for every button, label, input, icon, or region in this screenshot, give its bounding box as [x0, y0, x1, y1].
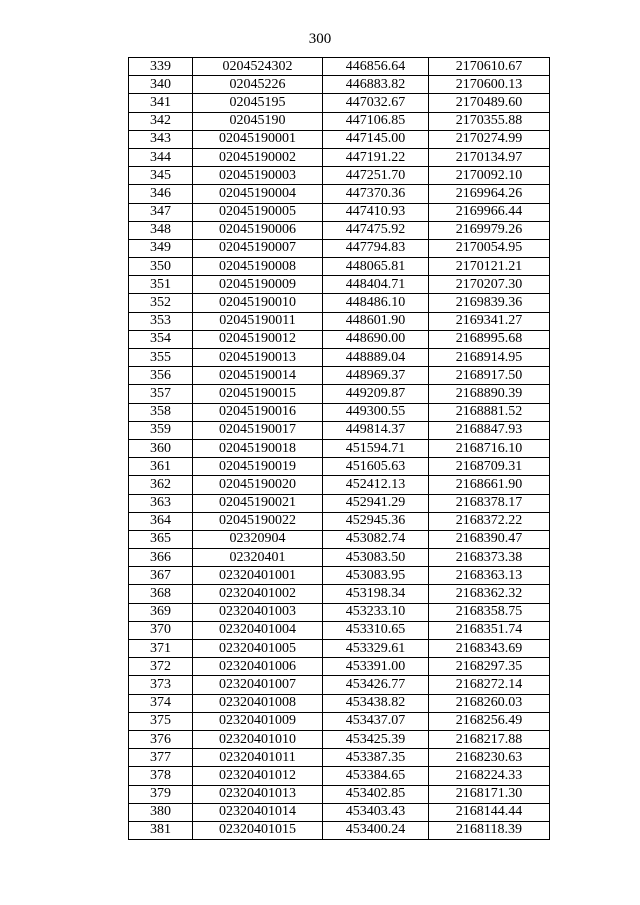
row-number-cell: 340	[129, 76, 193, 94]
row-number-cell: 365	[129, 530, 193, 548]
point-id-cell: 02320401009	[193, 712, 323, 730]
point-id-cell: 02320401004	[193, 621, 323, 639]
x-coordinate-cell: 447145.00	[323, 130, 429, 148]
row-number-cell: 376	[129, 730, 193, 748]
row-number-cell: 351	[129, 276, 193, 294]
y-coordinate-cell: 2168363.13	[429, 567, 550, 585]
y-coordinate-cell: 2169966.44	[429, 203, 550, 221]
x-coordinate-cell: 451605.63	[323, 458, 429, 476]
x-coordinate-cell: 452941.29	[323, 494, 429, 512]
table-row	[129, 349, 550, 367]
row-number-cell: 377	[129, 749, 193, 767]
x-coordinate-cell: 453233.10	[323, 603, 429, 621]
x-coordinate-cell: 447475.92	[323, 221, 429, 239]
y-coordinate-cell: 2168914.95	[429, 349, 550, 367]
row-number-cell: 350	[129, 258, 193, 276]
x-coordinate-cell: 448601.90	[323, 312, 429, 330]
y-coordinate-cell: 2168378.17	[429, 494, 550, 512]
x-coordinate-cell: 453402.85	[323, 785, 429, 803]
row-number-cell: 369	[129, 603, 193, 621]
point-id-cell: 02320904	[193, 530, 323, 548]
table-row	[129, 148, 550, 166]
point-id-cell: 02320401008	[193, 694, 323, 712]
point-id-cell: 02320401014	[193, 803, 323, 821]
row-number-cell: 362	[129, 476, 193, 494]
row-number-cell: 348	[129, 221, 193, 239]
table-row	[129, 494, 550, 512]
table-row	[129, 403, 550, 421]
x-coordinate-cell: 448889.04	[323, 349, 429, 367]
point-id-cell: 02045190008	[193, 258, 323, 276]
y-coordinate-cell: 2168709.31	[429, 458, 550, 476]
x-coordinate-cell: 453425.39	[323, 730, 429, 748]
y-coordinate-cell: 2170134.97	[429, 148, 550, 166]
y-coordinate-cell: 2170274.99	[429, 130, 550, 148]
row-number-cell: 378	[129, 767, 193, 785]
x-coordinate-cell: 447032.67	[323, 94, 429, 112]
row-number-cell: 344	[129, 148, 193, 166]
point-id-cell: 02045195	[193, 94, 323, 112]
table-row	[129, 239, 550, 257]
point-id-cell: 02045190011	[193, 312, 323, 330]
y-coordinate-cell: 2168373.38	[429, 549, 550, 567]
point-id-cell: 02045190016	[193, 403, 323, 421]
x-coordinate-cell: 446856.64	[323, 58, 429, 76]
table-row	[129, 130, 550, 148]
point-id-cell: 02045190020	[193, 476, 323, 494]
x-coordinate-cell: 452945.36	[323, 512, 429, 530]
y-coordinate-cell: 2170092.10	[429, 167, 550, 185]
y-coordinate-cell: 2170600.13	[429, 76, 550, 94]
y-coordinate-cell: 2168297.35	[429, 658, 550, 676]
y-coordinate-cell: 2168890.39	[429, 385, 550, 403]
y-coordinate-cell: 2168343.69	[429, 640, 550, 658]
point-id-cell: 02320401015	[193, 821, 323, 839]
x-coordinate-cell: 447410.93	[323, 203, 429, 221]
page-number: 300	[308, 31, 332, 47]
point-id-cell: 02045190019	[193, 458, 323, 476]
row-number-cell: 381	[129, 821, 193, 839]
row-number-cell: 353	[129, 312, 193, 330]
point-id-cell: 02320401012	[193, 767, 323, 785]
x-coordinate-cell: 448404.71	[323, 276, 429, 294]
y-coordinate-cell: 2168256.49	[429, 712, 550, 730]
x-coordinate-cell: 447191.22	[323, 148, 429, 166]
y-coordinate-cell: 2168995.68	[429, 330, 550, 348]
x-coordinate-cell: 453384.65	[323, 767, 429, 785]
y-coordinate-cell: 2168144.44	[429, 803, 550, 821]
y-coordinate-cell: 2168881.52	[429, 403, 550, 421]
x-coordinate-cell: 447251.70	[323, 167, 429, 185]
row-number-cell: 373	[129, 676, 193, 694]
y-coordinate-cell: 2169839.36	[429, 294, 550, 312]
coordinates-table	[128, 57, 550, 840]
point-id-cell: 02045226	[193, 76, 323, 94]
table-row	[129, 367, 550, 385]
point-id-cell: 02045190	[193, 112, 323, 130]
table-row	[129, 530, 550, 548]
row-number-cell: 342	[129, 112, 193, 130]
table-row	[129, 567, 550, 585]
x-coordinate-cell: 453400.24	[323, 821, 429, 839]
x-coordinate-cell: 448486.10	[323, 294, 429, 312]
point-id-cell: 02045190004	[193, 185, 323, 203]
row-number-cell: 366	[129, 549, 193, 567]
y-coordinate-cell: 2168260.03	[429, 694, 550, 712]
point-id-cell: 02045190017	[193, 421, 323, 439]
table-row	[129, 58, 550, 76]
row-number-cell: 356	[129, 367, 193, 385]
x-coordinate-cell: 451594.71	[323, 439, 429, 457]
point-id-cell: 02045190012	[193, 330, 323, 348]
table-row	[129, 203, 550, 221]
row-number-cell: 339	[129, 58, 193, 76]
table-row	[129, 767, 550, 785]
x-coordinate-cell: 453329.61	[323, 640, 429, 658]
table-row	[129, 94, 550, 112]
x-coordinate-cell: 453437.07	[323, 712, 429, 730]
y-coordinate-cell: 2168230.63	[429, 749, 550, 767]
point-id-cell: 02045190015	[193, 385, 323, 403]
x-coordinate-cell: 449209.87	[323, 385, 429, 403]
x-coordinate-cell: 453082.74	[323, 530, 429, 548]
row-number-cell: 375	[129, 712, 193, 730]
row-number-cell: 341	[129, 94, 193, 112]
table-row	[129, 330, 550, 348]
y-coordinate-cell: 2168351.74	[429, 621, 550, 639]
y-coordinate-cell: 2170054.95	[429, 239, 550, 257]
row-number-cell: 349	[129, 239, 193, 257]
table-row	[129, 167, 550, 185]
table-row	[129, 185, 550, 203]
table-row	[129, 112, 550, 130]
x-coordinate-cell: 447106.85	[323, 112, 429, 130]
row-number-cell: 370	[129, 621, 193, 639]
x-coordinate-cell: 453438.82	[323, 694, 429, 712]
y-coordinate-cell: 2168217.88	[429, 730, 550, 748]
table-row	[129, 439, 550, 457]
y-coordinate-cell: 2168372.22	[429, 512, 550, 530]
table-row	[129, 258, 550, 276]
table-row	[129, 312, 550, 330]
row-number-cell: 379	[129, 785, 193, 803]
table-row	[129, 640, 550, 658]
row-number-cell: 352	[129, 294, 193, 312]
row-number-cell: 372	[129, 658, 193, 676]
row-number-cell: 360	[129, 439, 193, 457]
table-row	[129, 803, 550, 821]
y-coordinate-cell: 2168661.90	[429, 476, 550, 494]
point-id-cell: 02045190001	[193, 130, 323, 148]
y-coordinate-cell: 2168358.75	[429, 603, 550, 621]
point-id-cell: 02045190010	[193, 294, 323, 312]
x-coordinate-cell: 448065.81	[323, 258, 429, 276]
point-id-cell: 0204524302	[193, 58, 323, 76]
row-number-cell: 367	[129, 567, 193, 585]
x-coordinate-cell: 452412.13	[323, 476, 429, 494]
row-number-cell: 358	[129, 403, 193, 421]
x-coordinate-cell: 448969.37	[323, 367, 429, 385]
y-coordinate-cell: 2170207.30	[429, 276, 550, 294]
table-row	[129, 730, 550, 748]
x-coordinate-cell: 453387.35	[323, 749, 429, 767]
point-id-cell: 02320401007	[193, 676, 323, 694]
table-row	[129, 694, 550, 712]
y-coordinate-cell: 2168716.10	[429, 439, 550, 457]
y-coordinate-cell: 2169341.27	[429, 312, 550, 330]
y-coordinate-cell: 2168390.47	[429, 530, 550, 548]
point-id-cell: 02045190005	[193, 203, 323, 221]
table-row	[129, 221, 550, 239]
row-number-cell: 368	[129, 585, 193, 603]
y-coordinate-cell: 2169964.26	[429, 185, 550, 203]
table-body	[129, 58, 550, 840]
table-row	[129, 603, 550, 621]
x-coordinate-cell: 453310.65	[323, 621, 429, 639]
point-id-cell: 02320401003	[193, 603, 323, 621]
y-coordinate-cell: 2170121.21	[429, 258, 550, 276]
x-coordinate-cell: 449814.37	[323, 421, 429, 439]
point-id-cell: 02320401	[193, 549, 323, 567]
x-coordinate-cell: 446883.82	[323, 76, 429, 94]
point-id-cell: 02045190007	[193, 239, 323, 257]
row-number-cell: 374	[129, 694, 193, 712]
point-id-cell: 02320401013	[193, 785, 323, 803]
y-coordinate-cell: 2168917.50	[429, 367, 550, 385]
point-id-cell: 02045190002	[193, 148, 323, 166]
table-row	[129, 658, 550, 676]
table-row	[129, 512, 550, 530]
point-id-cell: 02320401006	[193, 658, 323, 676]
point-id-cell: 02320401002	[193, 585, 323, 603]
y-coordinate-cell: 2169979.26	[429, 221, 550, 239]
x-coordinate-cell: 447794.83	[323, 239, 429, 257]
point-id-cell: 02045190013	[193, 349, 323, 367]
y-coordinate-cell: 2168272.14	[429, 676, 550, 694]
y-coordinate-cell: 2168847.93	[429, 421, 550, 439]
table-row	[129, 621, 550, 639]
point-id-cell: 02045190014	[193, 367, 323, 385]
y-coordinate-cell: 2170355.88	[429, 112, 550, 130]
x-coordinate-cell: 448690.00	[323, 330, 429, 348]
point-id-cell: 02320401001	[193, 567, 323, 585]
table-row	[129, 276, 550, 294]
y-coordinate-cell: 2170610.67	[429, 58, 550, 76]
point-id-cell: 02320401011	[193, 749, 323, 767]
row-number-cell: 363	[129, 494, 193, 512]
x-coordinate-cell: 453426.77	[323, 676, 429, 694]
table-row	[129, 676, 550, 694]
point-id-cell: 02045190009	[193, 276, 323, 294]
row-number-cell: 347	[129, 203, 193, 221]
x-coordinate-cell: 453198.34	[323, 585, 429, 603]
table-row	[129, 294, 550, 312]
table-row	[129, 385, 550, 403]
table-row	[129, 785, 550, 803]
y-coordinate-cell: 2168224.33	[429, 767, 550, 785]
table-row	[129, 712, 550, 730]
row-number-cell: 371	[129, 640, 193, 658]
row-number-cell: 346	[129, 185, 193, 203]
row-number-cell: 343	[129, 130, 193, 148]
table-row	[129, 476, 550, 494]
table-row	[129, 821, 550, 839]
table-row	[129, 585, 550, 603]
row-number-cell: 355	[129, 349, 193, 367]
table-row	[129, 549, 550, 567]
y-coordinate-cell: 2170489.60	[429, 94, 550, 112]
x-coordinate-cell: 453391.00	[323, 658, 429, 676]
point-id-cell: 02045190003	[193, 167, 323, 185]
x-coordinate-cell: 453403.43	[323, 803, 429, 821]
point-id-cell: 02320401010	[193, 730, 323, 748]
point-id-cell: 02045190022	[193, 512, 323, 530]
row-number-cell: 361	[129, 458, 193, 476]
row-number-cell: 345	[129, 167, 193, 185]
row-number-cell: 364	[129, 512, 193, 530]
table-row	[129, 421, 550, 439]
x-coordinate-cell: 449300.55	[323, 403, 429, 421]
table-row	[129, 76, 550, 94]
x-coordinate-cell: 447370.36	[323, 185, 429, 203]
x-coordinate-cell: 453083.50	[323, 549, 429, 567]
row-number-cell: 357	[129, 385, 193, 403]
row-number-cell: 354	[129, 330, 193, 348]
table-row	[129, 749, 550, 767]
point-id-cell: 02320401005	[193, 640, 323, 658]
row-number-cell: 380	[129, 803, 193, 821]
y-coordinate-cell: 2168171.30	[429, 785, 550, 803]
point-id-cell: 02045190018	[193, 439, 323, 457]
row-number-cell: 359	[129, 421, 193, 439]
table-row	[129, 458, 550, 476]
point-id-cell: 02045190006	[193, 221, 323, 239]
point-id-cell: 02045190021	[193, 494, 323, 512]
y-coordinate-cell: 2168362.32	[429, 585, 550, 603]
y-coordinate-cell: 2168118.39	[429, 821, 550, 839]
x-coordinate-cell: 453083.95	[323, 567, 429, 585]
